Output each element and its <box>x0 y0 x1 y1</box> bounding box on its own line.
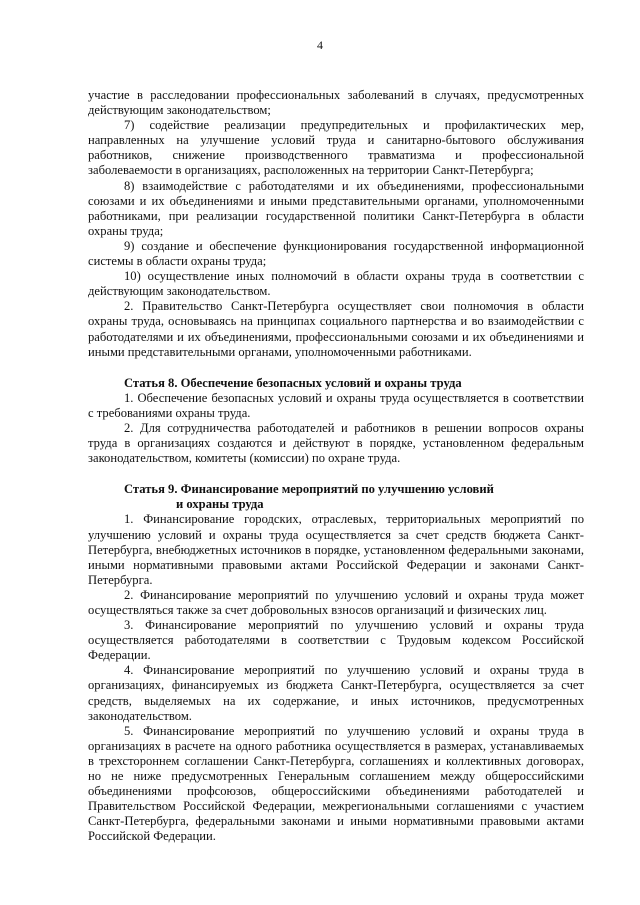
article-9-heading-line-1: Статья 9. Финансирование мероприятий по улучшению условий <box>124 482 494 497</box>
article-9-heading <box>88 482 584 512</box>
spacer <box>88 466 584 482</box>
article-9-paragraph-3: 3. Финансирование мероприятий по улучшению условий и охраны труда осуществляется работодателями в соответствии с Трудовым кодексом Российской Федерации. <box>88 618 584 663</box>
paragraph-point-2: 2. Правительство Санкт-Петербурга осуществляет свои полномочия в области охраны труда, основываясь на принципах социального партнерства и во взаимодействии с работодателями и их объединениями, профессиональными союзами и их объединениями и иными представительными органами, уполномоченными работниками. <box>88 299 584 359</box>
paragraph-item-10: 10) осуществление иных полномочий в области охраны труда в соответствии с действующим законодательством. <box>88 269 584 299</box>
paragraph-item-8: 8) взаимодействие с работодателями и их объединениями, профессиональными союзами и их объединениями и иными представительными органами, уполномоченными работниками, при реализации государственной политики Санкт-Петербурга в области охраны труда; <box>88 178 584 238</box>
document-body <box>88 88 584 845</box>
article-9-heading-line-2: и охраны труда <box>176 497 264 512</box>
article-9-paragraph-1: 1. Финансирование городских, отраслевых, территориальных мероприятий по улучшению условий и охраны труда осуществляется за счет средств бюджета Санкт-Петербурга, внебюджетных источников в порядке, установленном федеральными законами, иными нормативными правовыми актами Российской Федерации и законами Санкт-Петербурга. <box>88 512 584 587</box>
paragraph-item-7: 7) содействие реализации предупредительных и профилактических мер, направленных на улучшение условий труда и санитарно-бытового обслуживания работников, снижение производственного травматизма и профессиональной заболеваемости в организациях, расположенных на территории Санкт-Петербурга; <box>88 118 584 178</box>
article-8-paragraph-1: 1. Обеспечение безопасных условий и охраны труда осуществляется в соответствии с требованиями охраны труда. <box>88 390 584 420</box>
article-9-paragraph-2: 2. Финансирование мероприятий по улучшению условий и охраны труда может осуществляться также за счет добровольных взносов организаций и физических лиц. <box>88 587 584 617</box>
article-9-paragraph-5: 5. Финансирование мероприятий по улучшению условий и охраны труда в организациях в расчете на одного работника осуществляется в размерах, устанавливаемых в трехстороннем соглашении Санкт-Петербурга, соглашениях и коллективных договорах, но не ниже предусмотренных Генеральным соглашением между общероссийскими объединениями профсоюзов, общероссийскими объединениями работодателей и Правительством Российской Федерации, межрегиональными соглашениями с участием Санкт-Петербурга, федеральными законами и иными нормативными правовыми актами Российской Федерации. <box>88 723 584 844</box>
spacer <box>88 360 584 376</box>
article-9-paragraph-4: 4. Финансирование мероприятий по улучшению условий и охраны труда в организациях, финансируемых из бюджета Санкт-Петербурга, осуществляется за счет средств, выделяемых на их содержание, и иных источников, предусмотренных законодательством. <box>88 663 584 723</box>
paragraph-item-9: 9) создание и обеспечение функционирования государственной информационной системы в области охраны труда; <box>88 238 584 269</box>
paragraph-continuation: участие в расследовании профессиональных заболеваний в случаях, предусмотренных действующим законодательством; <box>88 88 584 118</box>
page-number: 4 <box>317 38 323 52</box>
article-8-heading: Статья 8. Обеспечение безопасных условий и охраны труда <box>124 375 462 390</box>
article-8-paragraph-2: 2. Для сотрудничества работодателей и работников в решении вопросов охраны труда в организациях создаются и действуют в порядке, установленном федеральным законодательством, комитеты (комиссии) по охране труда. <box>88 420 584 466</box>
